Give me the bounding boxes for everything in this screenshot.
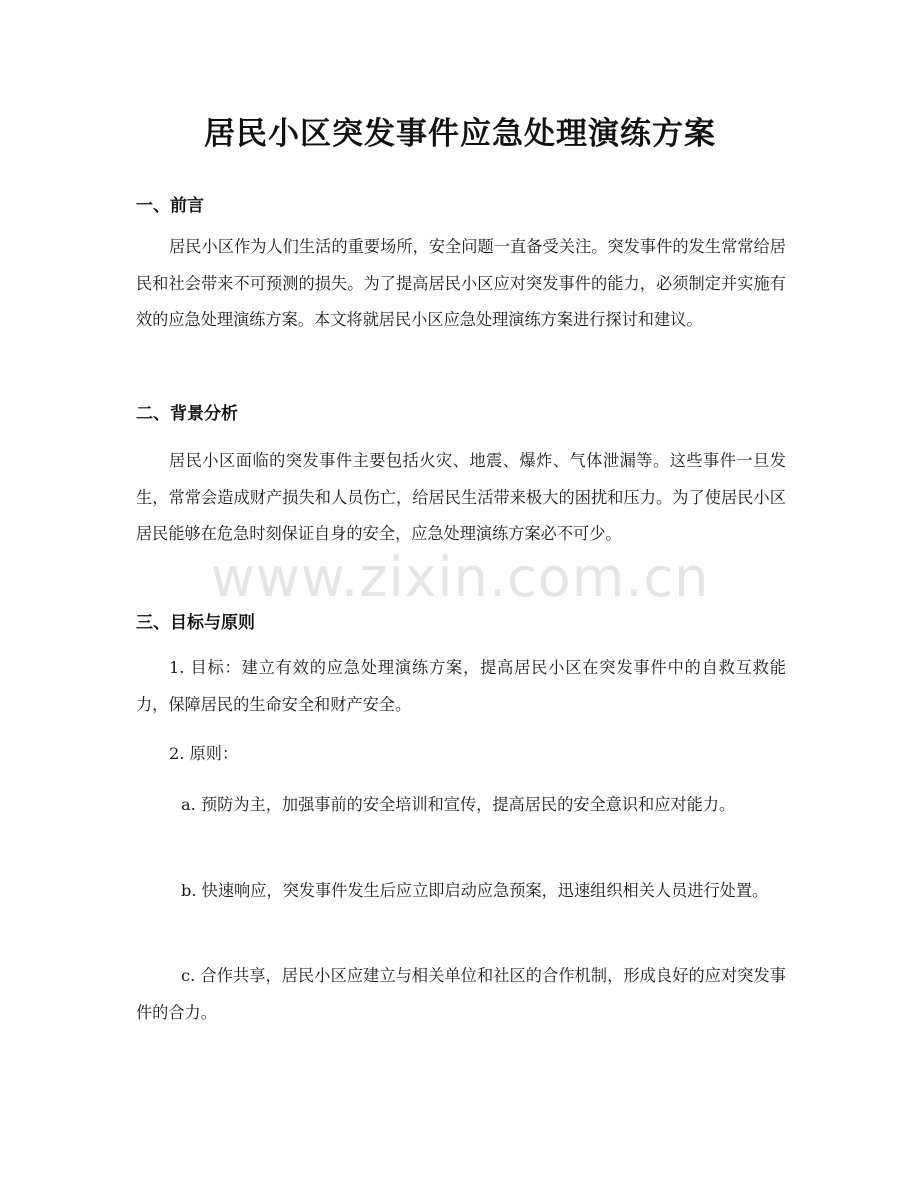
section-heading-goals: 三、目标与原则 [136, 613, 255, 633]
document-title: 居民小区突发事件应急处理演练方案 [204, 116, 716, 152]
principle-b-paragraph: b. 快速响应，突发事件发生后应立即启动应急预案，迅速组织相关人员进行处置。 [181, 881, 769, 900]
preface-paragraph: 居民小区作为人们生活的重要场所，安全问题一直备受关注。突发事件的发生常常给居民和社会带来不可预测的损失。为了提高居民小区应对突发事件的能力，必须制定并实施有效的应急处理演练方案。本文将就居民小区应急处理演练方案进行探讨和建议。 [136, 237, 786, 329]
background-paragraph: 居民小区面临的突发事件主要包括火灾、地震、爆炸、气体泄漏等。这些事件一旦发生，常常会造成财产损失和人员伤亡，给居民生活带来极大的困扰和压力。为了使居民小区居民能够在危急时刻保证自身的安全，应急处理演练方案必不可少。 [136, 451, 786, 543]
section-heading-preface: 一、前言 [136, 196, 204, 216]
principle-heading-paragraph: 2. 原则： [169, 744, 239, 763]
principle-c-paragraph: c. 合作共享，居民小区应建立与相关单位和社区的合作机制，形成良好的应对突发事件的合力。 [136, 966, 786, 1022]
section-heading-background: 二、背景分析 [136, 404, 238, 424]
goal-paragraph: 1. 目标：建立有效的应急处理演练方案，提高居民小区在突发事件中的自救互救能力，保障居民的生命安全和财产安全。 [136, 658, 786, 714]
principle-a-paragraph: a. 预防为主，加强事前的安全培训和宣传，提高居民的安全意识和应对能力。 [181, 795, 736, 814]
watermark: www.zixin.com.cn [210, 546, 710, 609]
